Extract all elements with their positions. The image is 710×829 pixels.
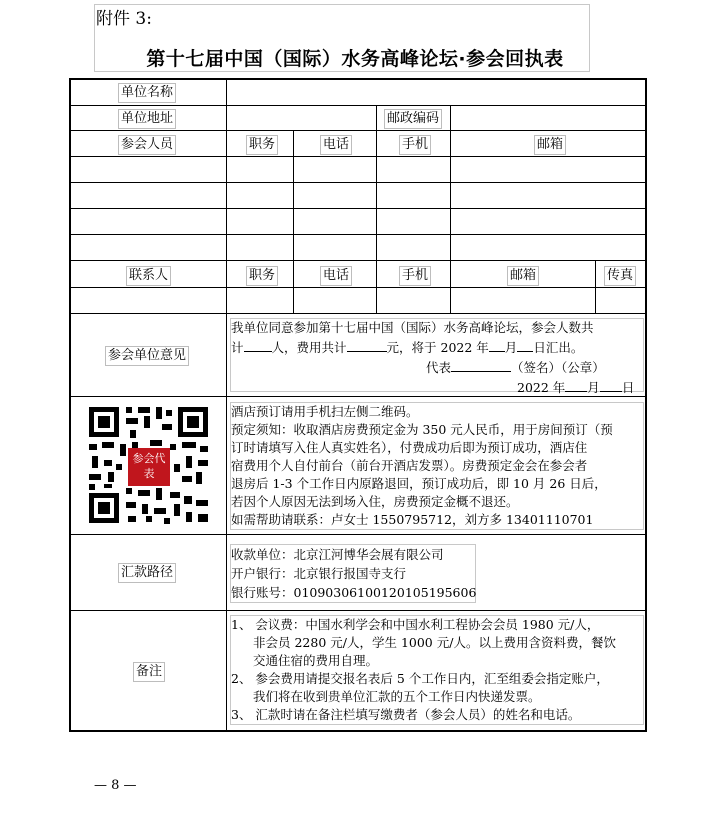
remit-bank: 开户银行：北京银行报国寺支行 — [231, 566, 407, 581]
remit-label: 汇款路径 — [118, 563, 176, 583]
remit-day-blank[interactable] — [517, 337, 533, 352]
unit-address-label: 单位地址 — [118, 109, 176, 129]
sign-month-blank[interactable] — [565, 377, 587, 392]
hotel-line-3: 订时请填写入住人真实姓名），付费成功后即为预订成功，酒店住 — [231, 440, 588, 455]
opinion-line-2a: 计 — [231, 340, 244, 355]
opinion-line-3b: （签名）（公章） — [511, 360, 605, 375]
note-1-line-1: 1、 会议费：中国水利学会和中国水利工程协会会员 1980 元/人， — [231, 617, 600, 632]
attendee-header-email: 邮箱 — [534, 135, 566, 155]
note-1-line-3: 交通住宿的费用自理。 — [253, 653, 379, 668]
contact-header-mobile: 手机 — [399, 266, 431, 286]
attendee-header-mobile: 手机 — [399, 135, 431, 155]
hotel-qr-code[interactable] — [86, 404, 212, 526]
hotel-line-6: 若因个人原因无法到场入住，房费预定金概不退还。 — [231, 494, 519, 509]
hotel-line-4: 宿费用个人自付前台（前台开酒店发票）。房费预定金会在参会者 — [231, 458, 588, 473]
page-title: 第十七届中国（国际）水务高峰论坛·参会回执表 — [146, 48, 564, 70]
unit-name-label: 单位名称 — [118, 83, 176, 103]
opinion-line-4a: 2022 年 — [517, 380, 566, 395]
attendee-count-blank[interactable] — [244, 337, 272, 352]
opinion-line-1: 我单位同意参加第十七届中国（国际）水务高峰论坛，参会人数共 — [231, 320, 594, 335]
note-1-line-2: 非会员 2280 元/人，学生 1000 元/人。以上费用含资料费，餐饮 — [253, 635, 616, 650]
opinion-line-2e: 日汇出。 — [533, 340, 584, 355]
hotel-line-5: 退房后 1-3 个工作日内原路退回，预订成功后，即 10 月 26 日后， — [231, 476, 607, 491]
hotel-line-2: 预定须知：收取酒店房费预定金为 350 元人民币，用于房间预订（预 — [231, 422, 613, 437]
representative-blank[interactable] — [451, 357, 511, 372]
remit-info — [230, 544, 476, 603]
postcode-label: 邮政编码 — [384, 109, 442, 129]
remit-month-blank[interactable] — [489, 337, 505, 352]
fee-total-blank[interactable] — [347, 337, 387, 352]
remit-payee: 收款单位：北京江河博华会展有限公司 — [231, 547, 444, 562]
opinion-line-4b: 月 — [587, 380, 600, 395]
attendee-header-name: 参会人员 — [118, 135, 176, 155]
opinion-label: 参会单位意见 — [105, 346, 189, 366]
contact-header-fax: 传真 — [604, 266, 636, 286]
opinion-line-4c: 日 — [621, 380, 635, 395]
remit-account: 银行账号：01090306100120105195606 — [231, 585, 477, 600]
attachment-label: 附件 3: — [96, 9, 152, 29]
attendee-header-phone: 电话 — [320, 135, 352, 155]
opinion-line-3a: 代表 — [426, 360, 452, 375]
hotel-info — [230, 402, 644, 530]
attendee-header-title: 职务 — [246, 135, 278, 155]
contact-header-phone: 电话 — [320, 266, 352, 286]
contact-header-title: 职务 — [246, 266, 278, 286]
hotel-line-1: 酒店预订请用手机扫左侧二维码。 — [231, 404, 419, 419]
opinion-text — [230, 318, 644, 395]
hotel-help-contact: 如需帮助请联系：卢女士 1550795712，刘方多 13401110701 — [231, 512, 594, 527]
note-2-line-1: 2、 参会费用请提交报名表后 5 个工作日内，汇至组委会指定账户， — [231, 671, 609, 686]
notes-label: 备注 — [133, 662, 165, 682]
qr-badge-text: 参会代表 — [132, 452, 166, 480]
page-number: — 8 — — [94, 778, 137, 793]
note-2-line-2: 我们将在收到贵单位汇款的五个工作日内快递发票。 — [253, 689, 541, 704]
contact-header-email: 邮箱 — [507, 266, 539, 286]
opinion-line-2d: 月 — [504, 340, 518, 355]
contact-header-name: 联系人 — [126, 266, 171, 286]
notes-text — [230, 615, 644, 725]
sign-day-blank[interactable] — [600, 377, 622, 392]
opinion-line-2b: 人，费用共计 — [271, 340, 347, 355]
note-3-line-1: 3、 汇款时请在备注栏填写缴费者（参会人员）的姓名和电话。 — [231, 707, 581, 722]
opinion-line-2c: 元，将于 2022 年 — [386, 340, 489, 355]
